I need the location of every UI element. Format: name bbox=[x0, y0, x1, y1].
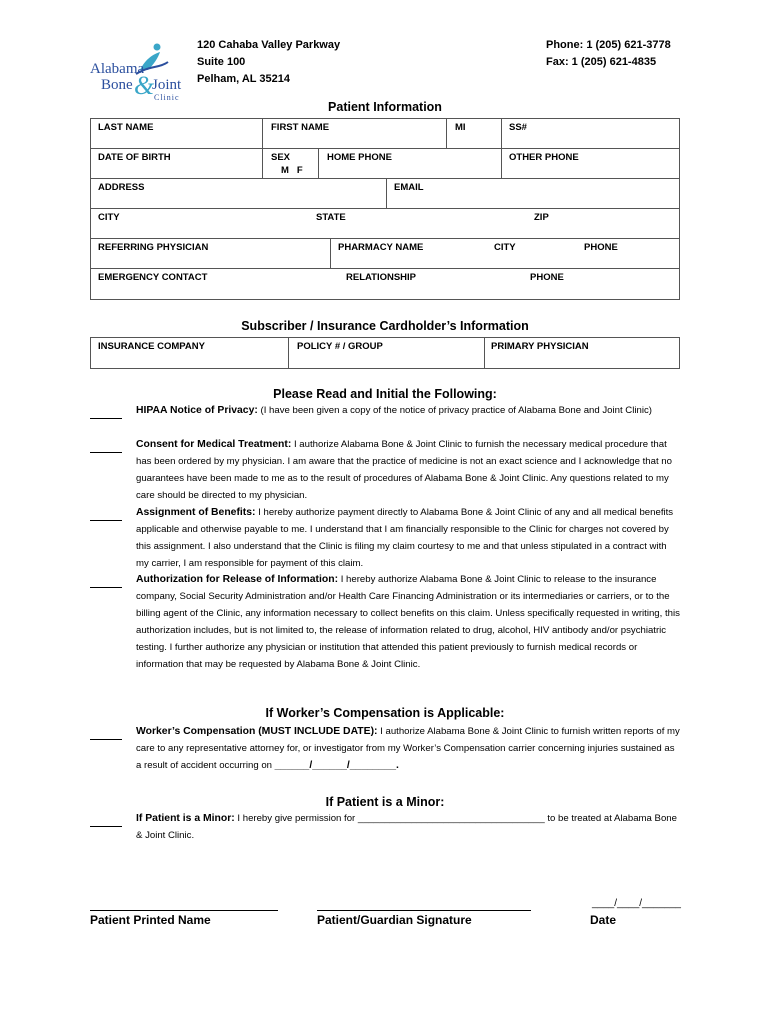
signature-line[interactable] bbox=[317, 910, 531, 911]
clinic-phone: Phone: 1 (205) 621-3778 bbox=[546, 39, 671, 51]
row-city bbox=[91, 209, 679, 239]
sex-field[interactable] bbox=[262, 149, 318, 178]
logo-text-joint: Joint bbox=[152, 77, 182, 93]
hipaa-paragraph bbox=[136, 403, 681, 420]
workers-comp-paragraph bbox=[136, 724, 681, 775]
clinic-logo bbox=[88, 40, 188, 104]
primary-physician-field[interactable] bbox=[484, 338, 679, 368]
signature-label: Patient/Guardian Signature bbox=[317, 913, 472, 927]
sex-options[interactable]: M F bbox=[281, 165, 303, 176]
insurance-company-field[interactable] bbox=[91, 338, 288, 368]
dob-field[interactable] bbox=[91, 149, 262, 178]
clinic-contact bbox=[546, 37, 671, 71]
printed-name-line[interactable] bbox=[90, 910, 278, 911]
last-name-field[interactable] bbox=[91, 119, 262, 148]
sex-label: SEX bbox=[271, 152, 291, 163]
minor-name-blank[interactable]: ___________________________________ bbox=[357, 813, 545, 824]
date-blanks[interactable]: ____/____/_______ bbox=[592, 898, 681, 909]
pharmacy-phone-label: PHONE bbox=[584, 242, 618, 253]
clinic-address bbox=[197, 37, 340, 88]
address-label: ADDRESS bbox=[98, 182, 145, 193]
patient-info-title: Patient Information bbox=[328, 100, 442, 114]
pharmacy-name-label: PHARMACY NAME bbox=[338, 242, 424, 253]
workers-comp-text: I authorize Alabama Bone & Joint Clinic to furnish written reports of my care to any representative attorney for, or investigator from my Worker’s Compensation carrier concerning injuries sustained as a result of accident occurring on bbox=[136, 726, 680, 771]
emergency-phone-label: PHONE bbox=[530, 272, 564, 283]
release-text: I hereby authorize Alabama Bone & Joint Clinic to release to the insurance company, Social Security Administration and/or Health Care Financing Administration or its intermediaries or carriers, or to the billing agent of the Clinic, any information necessary to collect benefits on this claim. Unless specifically requested in writing, this authorization includes, but is not limited to, the release of information related to drug, alcohol, HIV antibody and/or psychiatric testing. I further authorize any physician or institution that attended this patient previously to furnish medical records or information that may be requested by Alabama Bone & Joint Clinic. bbox=[136, 574, 680, 670]
address-field[interactable] bbox=[91, 179, 386, 208]
referring-physician-label: REFERRING PHYSICIAN bbox=[98, 242, 209, 253]
consent-heading: Consent for Medical Treatment: bbox=[136, 439, 292, 450]
workers-comp-initial-line[interactable] bbox=[90, 739, 122, 740]
city-label: CITY bbox=[98, 212, 120, 223]
consent-paragraph bbox=[136, 437, 681, 505]
initial-section-title: Please Read and Initial the Following: bbox=[273, 387, 497, 401]
clinic-fax: Fax: 1 (205) 621-4835 bbox=[546, 56, 657, 68]
dob-label: DATE OF BIRTH bbox=[98, 152, 171, 163]
row-address bbox=[91, 179, 679, 209]
logo-text-ampersand: & bbox=[134, 71, 155, 100]
minor-text-before: I hereby give permission for bbox=[234, 813, 358, 824]
release-paragraph bbox=[136, 572, 681, 673]
pharmacy-city-label: CITY bbox=[494, 242, 516, 253]
date-label: Date bbox=[590, 913, 617, 927]
workers-comp-title: If Worker’s Compensation is Applicable: bbox=[265, 706, 505, 720]
pharmacy-field[interactable] bbox=[330, 239, 679, 268]
other-phone-label: OTHER PHONE bbox=[509, 152, 579, 163]
other-phone-field[interactable] bbox=[501, 149, 679, 178]
first-name-label: FIRST NAME bbox=[271, 122, 330, 133]
row-physician bbox=[91, 239, 679, 269]
minor-paragraph bbox=[136, 811, 681, 845]
release-heading: Authorization for Release of Information: bbox=[136, 574, 339, 585]
release-initial-line[interactable] bbox=[90, 587, 122, 588]
minor-heading: If Patient is a Minor: bbox=[136, 813, 235, 824]
home-phone-label: HOME PHONE bbox=[327, 152, 392, 163]
home-phone-field[interactable] bbox=[318, 149, 501, 178]
email-field[interactable] bbox=[386, 179, 679, 208]
minor-text-after: to be treated at Alabama Bone & Joint Clinic. bbox=[136, 813, 677, 841]
hipaa-initial-line[interactable] bbox=[90, 418, 122, 419]
hipaa-heading: HIPAA Notice of Privacy: bbox=[136, 405, 258, 416]
logo-text-clinic: Clinic bbox=[154, 93, 180, 102]
mi-field[interactable] bbox=[446, 119, 502, 148]
primary-physician-label: PRIMARY PHYSICIAN bbox=[491, 341, 589, 352]
email-label: EMAIL bbox=[394, 182, 424, 193]
logo-text-bone: Bone bbox=[101, 77, 133, 93]
minor-title: If Patient is a Minor: bbox=[325, 795, 445, 809]
insurance-title: Subscriber / Insurance Cardholder’s Information bbox=[241, 319, 529, 333]
referring-physician-field[interactable] bbox=[91, 239, 330, 268]
state-label: STATE bbox=[316, 212, 346, 223]
row-name bbox=[91, 119, 679, 149]
mi-label: MI bbox=[455, 122, 466, 133]
city-state-zip-field[interactable] bbox=[91, 209, 679, 238]
assignment-initial-line[interactable] bbox=[90, 520, 122, 521]
address-line-2: Suite 100 bbox=[197, 56, 246, 68]
row-dob bbox=[91, 149, 679, 179]
emergency-contact-field[interactable] bbox=[91, 269, 679, 299]
insurance-company-label: INSURANCE COMPANY bbox=[98, 341, 205, 352]
workers-comp-date-blanks[interactable]: ______/______/________. bbox=[274, 759, 399, 771]
clinic-logo-graphic bbox=[88, 40, 188, 104]
insurance-table bbox=[90, 337, 680, 369]
address-line-1: 120 Cahaba Valley Parkway bbox=[197, 39, 341, 51]
address-line-3: Pelham, AL 35214 bbox=[197, 73, 290, 85]
consent-initial-line[interactable] bbox=[90, 452, 122, 453]
ss-label: SS# bbox=[509, 122, 527, 133]
row-emergency bbox=[91, 269, 679, 299]
minor-initial-line[interactable] bbox=[90, 826, 122, 827]
patient-info-table bbox=[90, 118, 680, 300]
ss-field[interactable] bbox=[501, 119, 679, 148]
assignment-text: I hereby authorize payment directly to Alabama Bone & Joint Clinic of any and all medical benefits applicable and otherwise payable to me. I understand that I am financially responsible to the Clinic for charges not covered by this assignment. I also understand that the Clinic is filing my claim courtesy to me and that unless stipulated in a contract with my carrier, I am responsible for payment of this claim. bbox=[136, 507, 674, 569]
zip-label: ZIP bbox=[534, 212, 549, 223]
logo-text-alabama: Alabama bbox=[90, 61, 145, 77]
policy-group-label: POLICY # / GROUP bbox=[297, 341, 383, 352]
last-name-label: LAST NAME bbox=[98, 122, 154, 133]
hipaa-text: (I have been given a copy of the notice of privacy practice of Alabama Bone and Joint Clinic) bbox=[257, 405, 652, 416]
assignment-heading: Assignment of Benefits: bbox=[136, 507, 256, 518]
workers-comp-heading: Worker’s Compensation (MUST INCLUDE DATE): bbox=[136, 726, 378, 737]
relationship-label: RELATIONSHIP bbox=[346, 272, 417, 283]
policy-group-field[interactable] bbox=[288, 338, 484, 368]
assignment-paragraph bbox=[136, 505, 681, 573]
printed-name-label: Patient Printed Name bbox=[90, 913, 211, 927]
consent-text: I authorize Alabama Bone & Joint Clinic to furnish the necessary medical procedure that has been ordered by my physician. I am aware that the practice of medicine is not an exact science and I acknowledge that no guarantees have been made to me as to the result of procedures of Alabama Bone & Joint Clinic. Any questions related to my care should be directed to my physician. bbox=[136, 439, 672, 501]
emergency-contact-label: EMERGENCY CONTACT bbox=[98, 272, 208, 283]
